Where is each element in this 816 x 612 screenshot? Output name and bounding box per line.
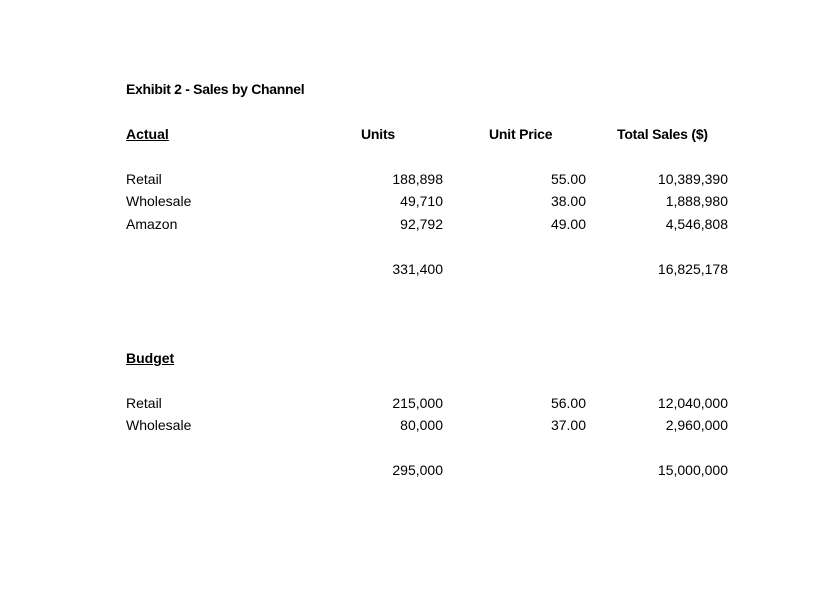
total-sales: 15,000,000 bbox=[657, 462, 728, 478]
row-total-sales: 2,960,000 bbox=[665, 417, 728, 433]
row-units: 215,000 bbox=[392, 395, 443, 411]
row-channel: Amazon bbox=[126, 216, 178, 232]
row-units: 92,792 bbox=[400, 216, 443, 232]
row-units: 49,710 bbox=[400, 193, 443, 209]
header-unit-price: Unit Price bbox=[489, 126, 553, 142]
row-total-sales: 10,389,390 bbox=[657, 171, 728, 187]
total-sales: 16,825,178 bbox=[657, 261, 728, 277]
row-channel: Wholesale bbox=[126, 193, 192, 209]
row-unit-price: 37.00 bbox=[550, 417, 586, 433]
row-channel: Retail bbox=[126, 395, 162, 411]
row-unit-price: 55.00 bbox=[550, 171, 586, 187]
row-total-sales: 12,040,000 bbox=[657, 395, 728, 411]
row-unit-price: 38.00 bbox=[550, 193, 586, 209]
row-units: 80,000 bbox=[400, 417, 443, 433]
row-channel: Retail bbox=[126, 171, 162, 187]
row-units: 188,898 bbox=[392, 171, 443, 187]
total-units: 295,000 bbox=[392, 462, 443, 478]
row-unit-price: 56.00 bbox=[550, 395, 586, 411]
header-units: Units bbox=[361, 126, 396, 142]
row-total-sales: 1,888,980 bbox=[665, 193, 728, 209]
header-total-sales: Total Sales ($) bbox=[617, 126, 708, 142]
exhibit-title: Exhibit 2 - Sales by Channel bbox=[126, 81, 305, 97]
row-channel: Wholesale bbox=[126, 417, 192, 433]
section-label-budget: Budget bbox=[126, 350, 175, 366]
row-unit-price: 49.00 bbox=[550, 216, 586, 232]
row-total-sales: 4,546,808 bbox=[665, 216, 728, 232]
total-units: 331,400 bbox=[392, 261, 443, 277]
section-label-actual: Actual bbox=[126, 126, 169, 142]
